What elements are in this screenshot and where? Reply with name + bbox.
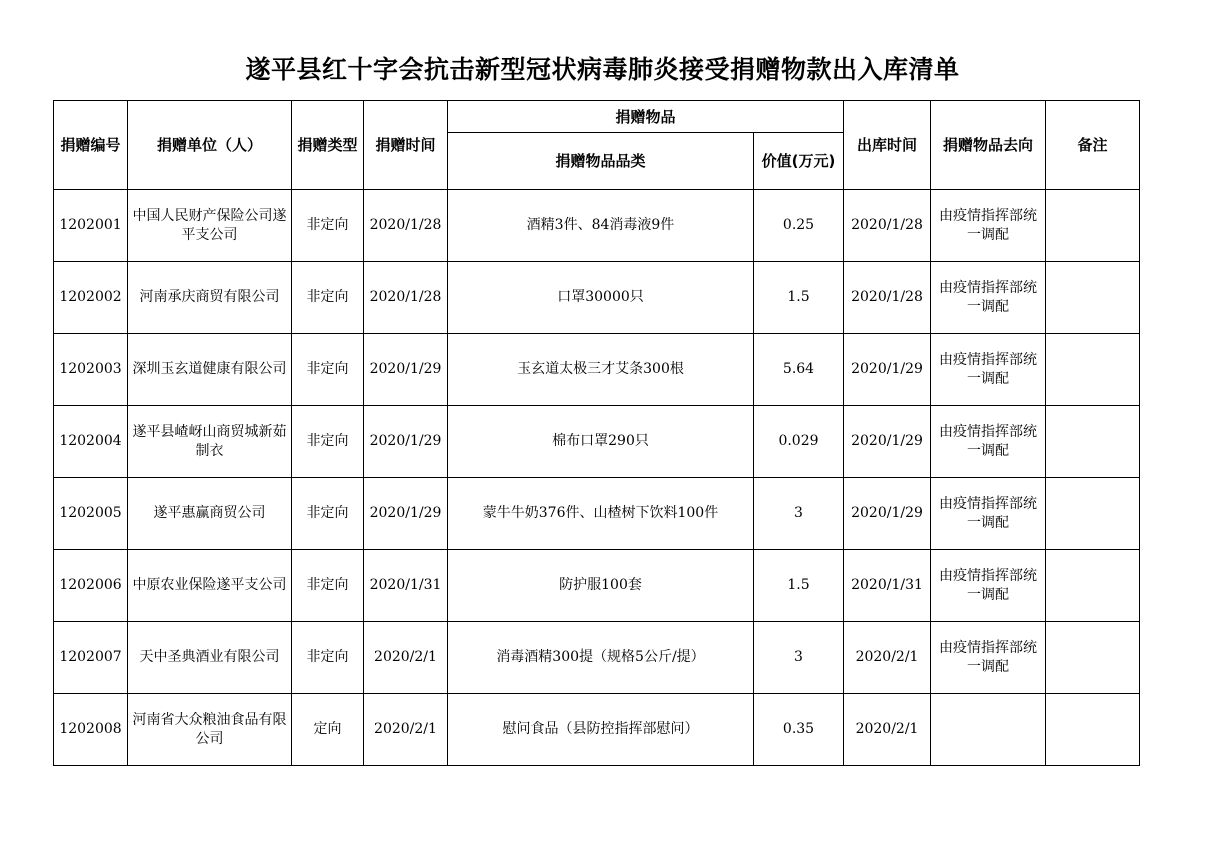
header-remark: 备注 xyxy=(1046,101,1140,190)
header-row xyxy=(54,101,1140,133)
cell-id: 1202005 xyxy=(54,478,128,550)
cell-id: 1202004 xyxy=(54,406,128,478)
table-row xyxy=(54,334,1140,406)
cell-time: 2020/2/1 xyxy=(364,622,448,694)
cell-type: 非定向 xyxy=(292,478,364,550)
cell-remark xyxy=(1046,478,1140,550)
cell-remark xyxy=(1046,334,1140,406)
header-time: 捐赠时间 xyxy=(364,101,448,190)
table-row xyxy=(54,262,1140,334)
cell-value: 0.029 xyxy=(754,406,844,478)
cell-donor: 深圳玉玄道健康有限公司 xyxy=(128,334,292,406)
cell-value: 0.25 xyxy=(754,190,844,262)
cell-remark xyxy=(1046,694,1140,766)
cell-category: 防护服100套 xyxy=(448,550,754,622)
table-row xyxy=(54,694,1140,766)
cell-time: 2020/2/1 xyxy=(364,694,448,766)
cell-destination: 由疫情指挥部统一调配 xyxy=(931,478,1046,550)
cell-remark xyxy=(1046,406,1140,478)
header-type: 捐赠类型 xyxy=(292,101,364,190)
cell-remark xyxy=(1046,622,1140,694)
cell-donor: 中原农业保险遂平支公司 xyxy=(128,550,292,622)
cell-value: 5.64 xyxy=(754,334,844,406)
cell-donor: 天中圣典酒业有限公司 xyxy=(128,622,292,694)
cell-value: 3 xyxy=(754,622,844,694)
cell-category: 酒精3件、84消毒液9件 xyxy=(448,190,754,262)
header-out-time: 出库时间 xyxy=(844,101,931,190)
table-row xyxy=(54,622,1140,694)
header-donor: 捐赠单位（人） xyxy=(128,101,292,190)
cell-type: 非定向 xyxy=(292,550,364,622)
cell-category: 口罩30000只 xyxy=(448,262,754,334)
cell-time: 2020/1/29 xyxy=(364,478,448,550)
cell-id: 1202008 xyxy=(54,694,128,766)
header-value: 价值(万元) xyxy=(754,133,844,190)
cell-destination: 由疫情指挥部统一调配 xyxy=(931,334,1046,406)
cell-id: 1202007 xyxy=(54,622,128,694)
cell-time: 2020/1/29 xyxy=(364,334,448,406)
cell-value: 1.5 xyxy=(754,550,844,622)
cell-category: 消毒酒精300提（规格5公斤/提） xyxy=(448,622,754,694)
cell-remark xyxy=(1046,550,1140,622)
cell-id: 1202006 xyxy=(54,550,128,622)
cell-category: 棉布口罩290只 xyxy=(448,406,754,478)
cell-donor: 河南省大众粮油食品有限公司 xyxy=(128,694,292,766)
header-goods-group: 捐赠物品 xyxy=(448,101,844,133)
table-row xyxy=(54,406,1140,478)
cell-id: 1202002 xyxy=(54,262,128,334)
cell-destination: 由疫情指挥部统一调配 xyxy=(931,190,1046,262)
table-row xyxy=(54,190,1140,262)
header-destination: 捐赠物品去向 xyxy=(931,101,1046,190)
cell-value: 1.5 xyxy=(754,262,844,334)
cell-destination: 由疫情指挥部统一调配 xyxy=(931,622,1046,694)
cell-type: 非定向 xyxy=(292,406,364,478)
cell-out-time: 2020/1/29 xyxy=(844,334,931,406)
cell-out-time: 2020/1/28 xyxy=(844,190,931,262)
cell-type: 非定向 xyxy=(292,334,364,406)
header-category: 捐赠物品品类 xyxy=(448,133,754,190)
header-id: 捐赠编号 xyxy=(54,101,128,190)
cell-time: 2020/1/29 xyxy=(364,406,448,478)
table-row xyxy=(54,478,1140,550)
cell-out-time: 2020/1/28 xyxy=(844,262,931,334)
cell-donor: 遂平惠赢商贸公司 xyxy=(128,478,292,550)
cell-out-time: 2020/1/31 xyxy=(844,550,931,622)
cell-remark xyxy=(1046,262,1140,334)
cell-remark xyxy=(1046,190,1140,262)
cell-donor: 中国人民财产保险公司遂平支公司 xyxy=(128,190,292,262)
table-row xyxy=(54,550,1140,622)
cell-type: 非定向 xyxy=(292,190,364,262)
cell-time: 2020/1/28 xyxy=(364,190,448,262)
cell-category: 蒙牛牛奶376件、山楂树下饮料100件 xyxy=(448,478,754,550)
donation-table xyxy=(53,100,1140,766)
cell-type: 定向 xyxy=(292,694,364,766)
cell-destination xyxy=(931,694,1046,766)
cell-id: 1202001 xyxy=(54,190,128,262)
cell-donor: 遂平县嵖岈山商贸城新茹制衣 xyxy=(128,406,292,478)
cell-out-time: 2020/1/29 xyxy=(844,406,931,478)
cell-destination: 由疫情指挥部统一调配 xyxy=(931,550,1046,622)
cell-out-time: 2020/1/29 xyxy=(844,478,931,550)
cell-time: 2020/1/31 xyxy=(364,550,448,622)
cell-category: 玉玄道太极三才艾条300根 xyxy=(448,334,754,406)
cell-destination: 由疫情指挥部统一调配 xyxy=(931,262,1046,334)
cell-time: 2020/1/28 xyxy=(364,262,448,334)
cell-id: 1202003 xyxy=(54,334,128,406)
cell-destination: 由疫情指挥部统一调配 xyxy=(931,406,1046,478)
cell-value: 3 xyxy=(754,478,844,550)
cell-out-time: 2020/2/1 xyxy=(844,694,931,766)
cell-category: 慰问食品（县防控指挥部慰问） xyxy=(448,694,754,766)
page-title: 遂平县红十字会抗击新型冠状病毒肺炎接受捐赠物款出入库清单 xyxy=(245,55,960,84)
cell-type: 非定向 xyxy=(292,622,364,694)
cell-value: 0.35 xyxy=(754,694,844,766)
cell-type: 非定向 xyxy=(292,262,364,334)
cell-donor: 河南承庆商贸有限公司 xyxy=(128,262,292,334)
cell-out-time: 2020/2/1 xyxy=(844,622,931,694)
